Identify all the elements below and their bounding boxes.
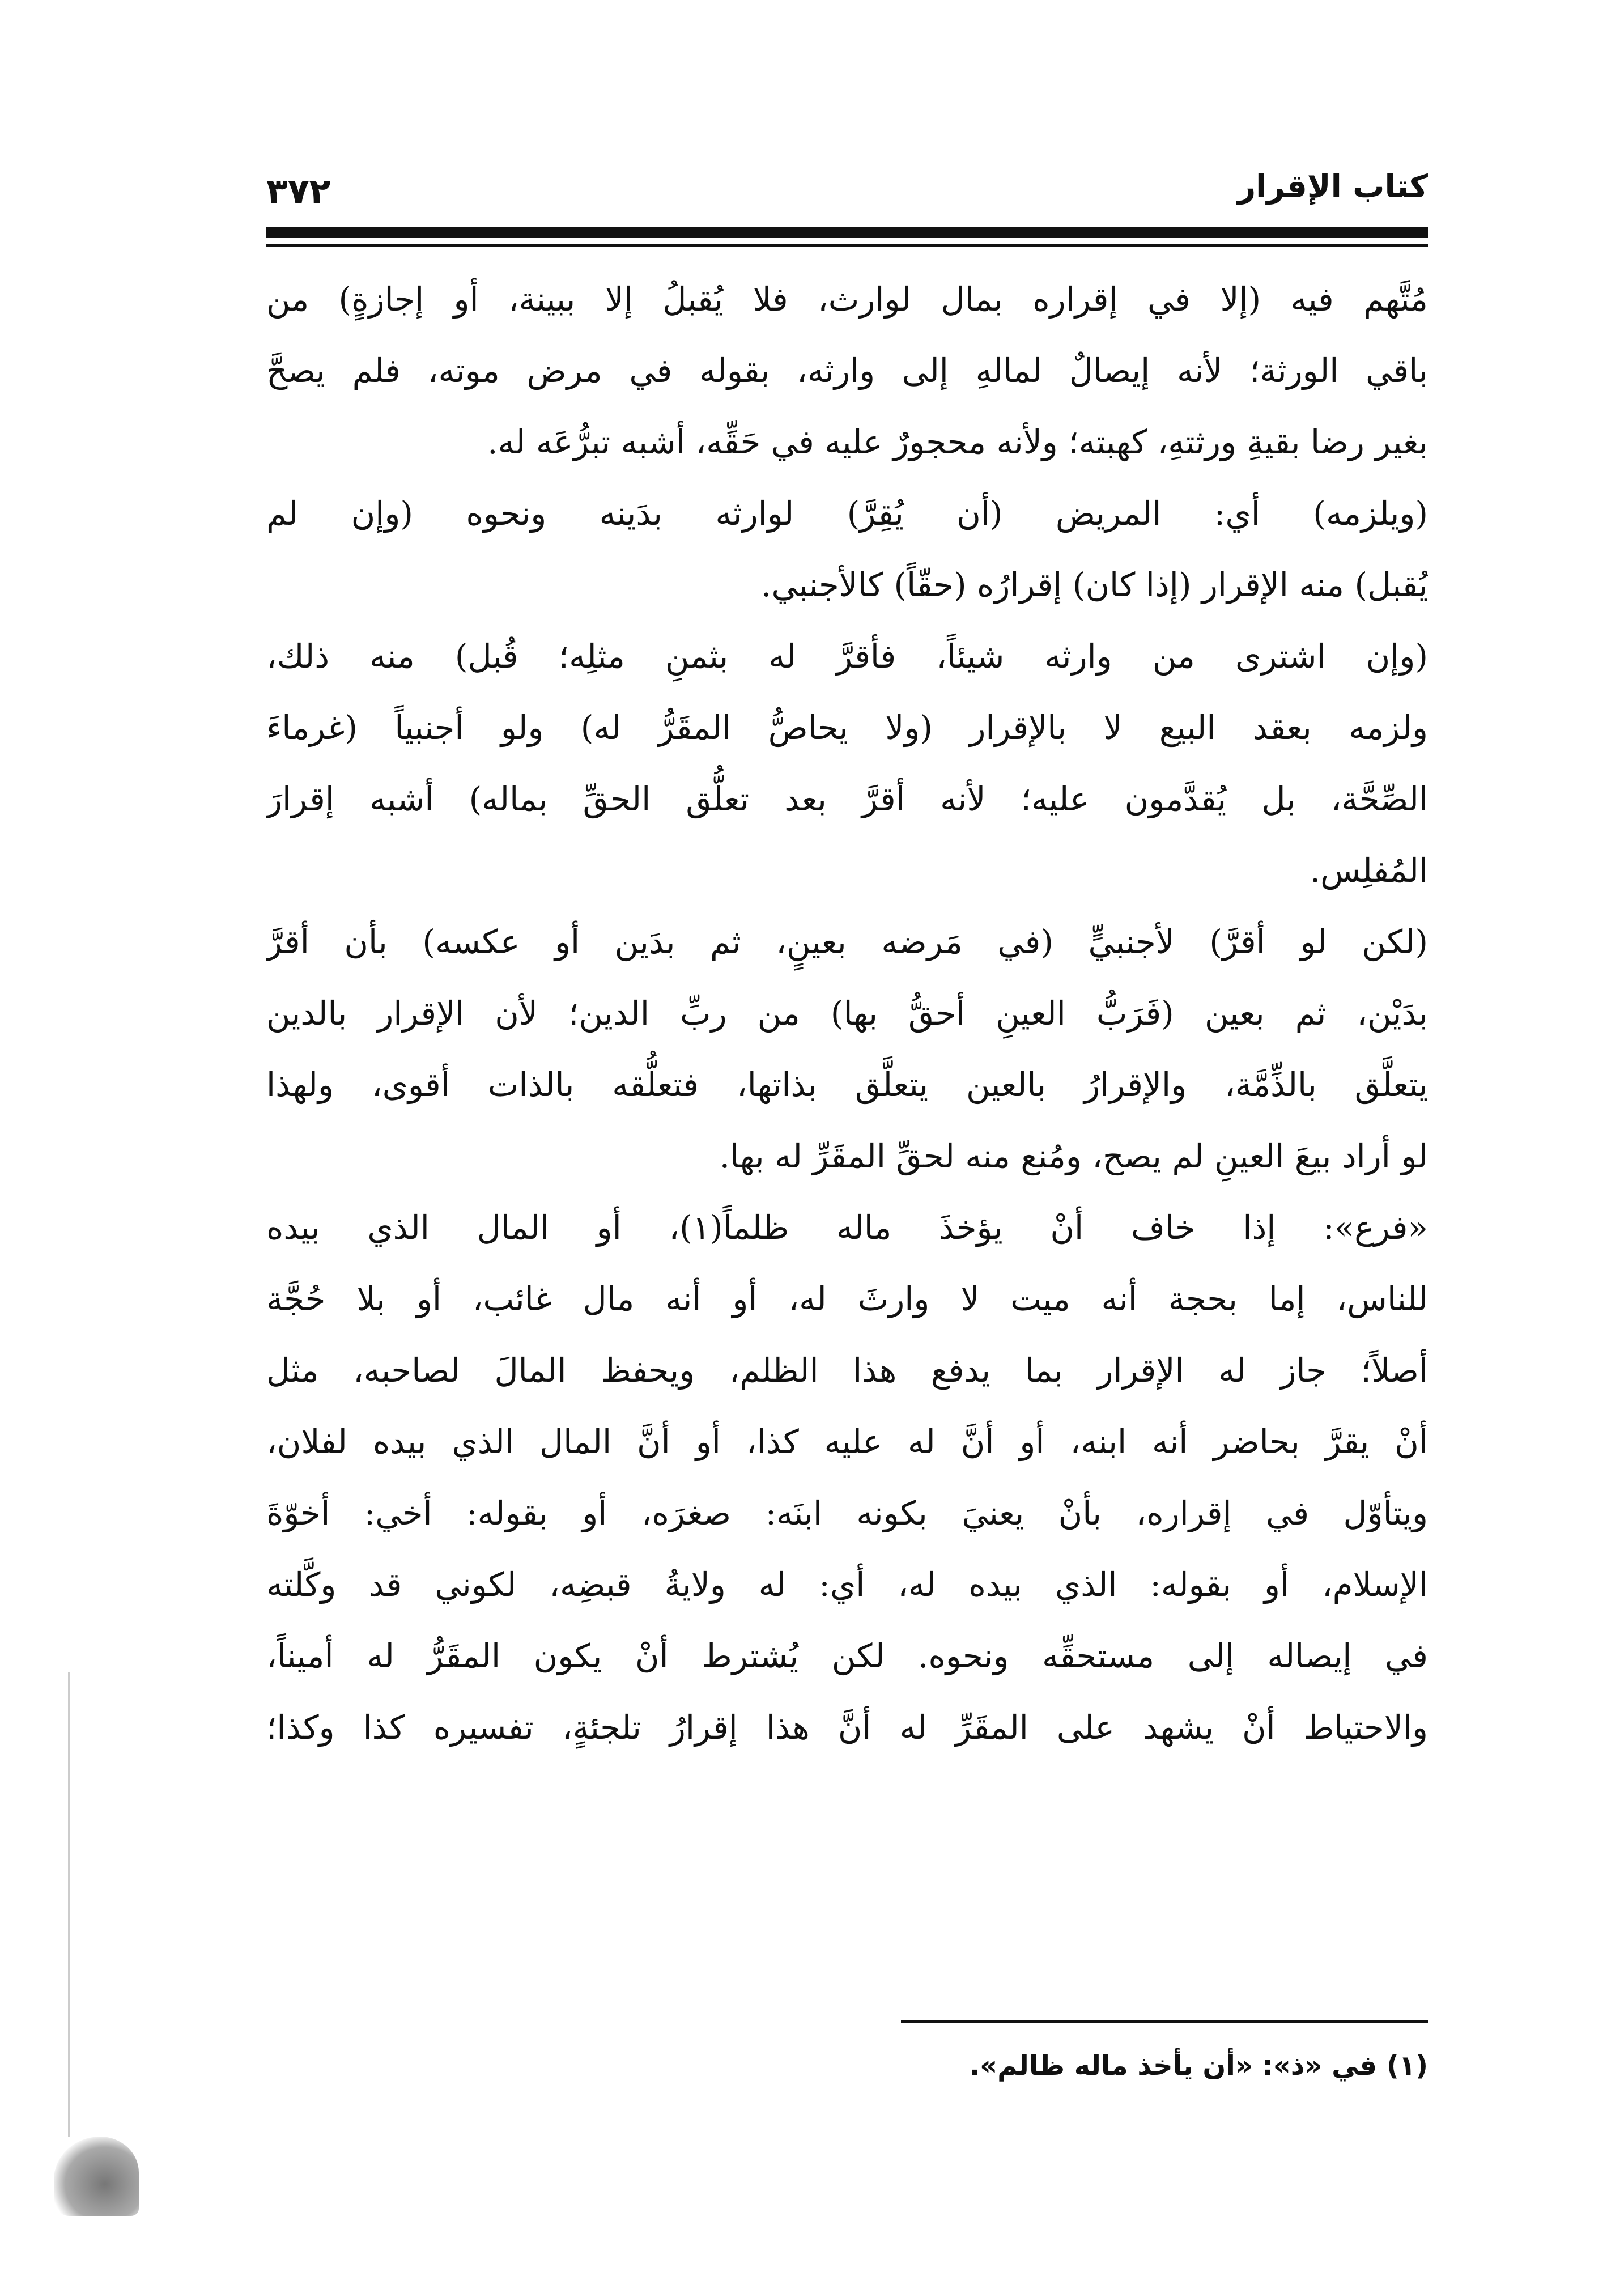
text-line: لو أراد بيعَ العينِ لم يصح، ومُنع منه لحقِّ المقَرِّ له بها. (719, 1137, 1428, 1175)
text-line: بدَيْن، ثم بعين (فَرَبُّ العينِ أحقُّ بها) من ربِّ الدين؛ لأن الإقرار بالدين (266, 994, 1428, 1033)
text-line: في إيصاله إلى مستحقِّه ونحوه. لكن يُشترط أنْ يكون المقَرُّ له أميناً، (266, 1637, 1428, 1675)
header-rule-thin (266, 244, 1428, 247)
text-line: باقي الورثة؛ لأنه إيصالٌ لمالهِ إلى وارثه، بقوله في مرض موته، فلم يصحَّ (266, 351, 1428, 390)
text-line: للناس، إما بحجة أنه ميت لا وارثَ له، أو أنه مال غائب، أو بلا حُجَّة (266, 1280, 1428, 1318)
text-line: ولزمه بعقد البيع لا بالإقرار (ولا يحاصُّ المقَرُّ له) ولو أجنبياً (غرماءَ (266, 708, 1428, 747)
text-line: الصِّحَّة، بل يُقدَّمون عليه؛ لأنه أقرَّ بعد تعلُّق الحقِّ بماله) أشبه إقرارَ (266, 780, 1428, 818)
footnote-divider (901, 2020, 1428, 2023)
text-line: يتعلَّق بالذِّمَّة، والإقرارُ بالعين يتعلَّق بذاتها، فتعلُّقه بالذات أقوى، ولهذا (266, 1065, 1428, 1104)
scan-edge-line (68, 1672, 70, 2137)
text-line: المُفلِس. (1310, 851, 1428, 890)
footnote: (١) في «ذ»: «أن يأخذ ماله ظالم». (969, 2050, 1428, 2082)
text-line: والاحتياط أنْ يشهد على المقَرِّ له أنَّ هذا إقرارُ تلجئةٍ، تفسيره كذا وكذا؛ (266, 1708, 1428, 1747)
text-line: (لكن لو أقرَّ) لأجنبيٍّ (في مَرضه بعينٍ، ثم بدَين أو عكسه) بأن أقرَّ (266, 923, 1428, 961)
text-line: «فرع»: إذا خاف أنْ يؤخذَ ماله ظلماً(١)، أو المال الذي بيده (266, 1208, 1428, 1247)
header-rule-thick (266, 227, 1428, 238)
text-line: (وإن اشترى من وارثه شيئاً، فأقرَّ له بثمنِ مثلِه؛ قُبل) منه ذلك، (266, 637, 1428, 676)
text-line: بغير رضا بقيةِ ورثتهِ، كهبته؛ ولأنه محجورٌ عليه في حَقِّه، أشبه تبرُّعَه له. (487, 423, 1428, 461)
page-header (266, 164, 1428, 227)
text-line: الإسلام، أو بقوله: الذي بيده له، أي: له ولايةُ قبضِه، لكوني قد وكَّلته (266, 1565, 1428, 1604)
text-line: أصلاً؛ جاز له الإقرار بما يدفع هذا الظلم، ويحفظ المالَ لصاحبه، مثل (266, 1351, 1428, 1390)
chapter-title: كتاب الإقرار (1237, 168, 1428, 205)
text-line: (ويلزمه) أي: المريض (أن يُقِرَّ) لوارثه بدَينه ونحوه (وإن لم (266, 494, 1428, 533)
text-line: أنْ يقرَّ بحاضر أنه ابنه، أو أنَّ له عليه كذا، أو أنَّ المال الذي بيده لفلان، (266, 1422, 1428, 1461)
main-text (266, 264, 1428, 1763)
text-line: ويتأوّل في إقراره، بأنْ يعنيَ بكونه ابنَه: صغرَه، أو بقوله: أخي: أخوّةَ (266, 1494, 1428, 1532)
text-line: يُقبل) منه الإقرار (إذا كان) إقرارُه (حقّاً) كالأجنبي. (761, 566, 1428, 604)
scan-thumb-mark (54, 2137, 139, 2216)
text-line: مُتَّهم فيه (إلا في إقراره بمال لوارث، فلا يُقبلُ إلا ببينة، أو إجازةٍ) من (266, 280, 1428, 319)
page-number: ٣٧٢ (266, 171, 331, 212)
